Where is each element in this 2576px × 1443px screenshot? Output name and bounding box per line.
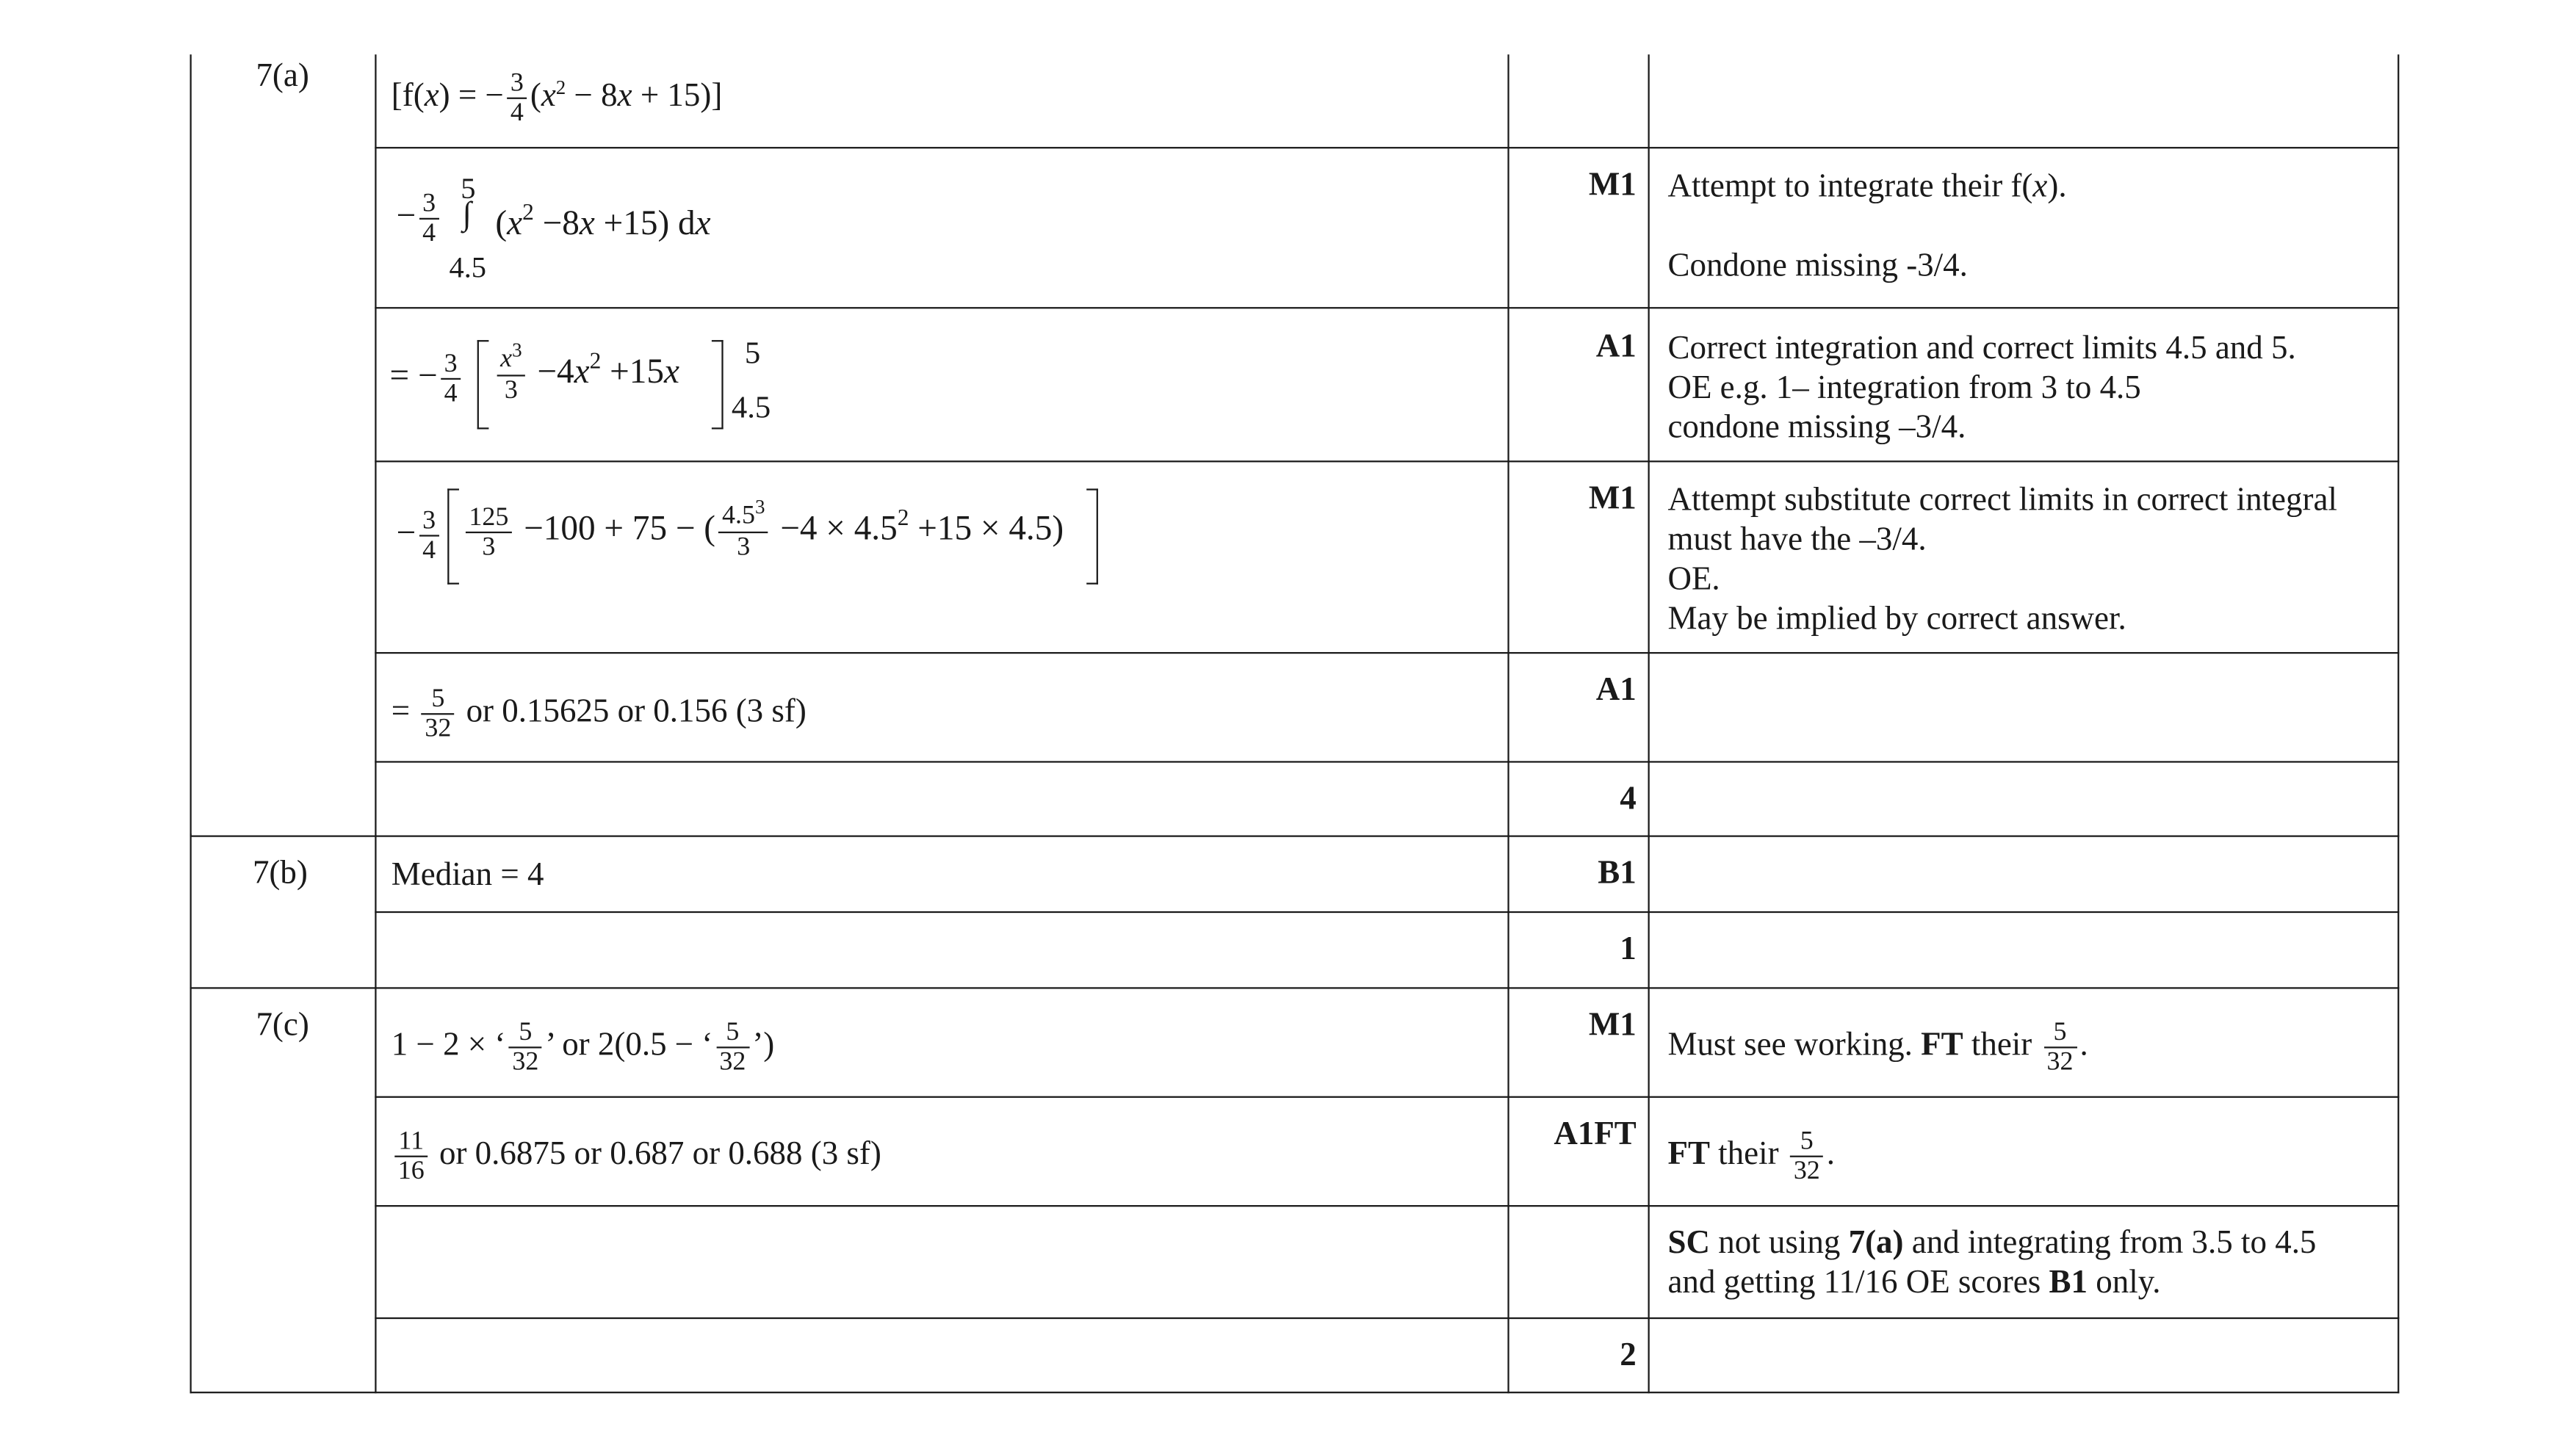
mark-a1: A1 [1595,671,1637,709]
table-border-right [2398,54,2400,1393]
row-divider [375,1205,2399,1207]
left-bracket [447,488,459,584]
row-divider [375,1096,2399,1099]
mark-a1: A1 [1595,328,1637,365]
integral-lower-limit: 4.5 [449,250,487,284]
question-label-7a: 7(a) [256,57,309,95]
substitution-expression: − $\frac{3}{4}$ [397,507,443,565]
lower-limit: 4.5 [731,391,771,426]
question-divider [190,835,2400,837]
mark-m1: M1 [1588,480,1637,517]
right-bracket [712,340,724,429]
left-bracket [477,340,489,429]
table-border-left [190,833,192,1393]
guidance-line: OE e.g. 1– integration from 3 to 4.5 [1667,369,2141,407]
answer-working: 1 − 2 × ‘ $\frac{5}{32}$ ’ or 2(0.5 − ‘ $\frac{5}{32}$ ’) [391,1019,775,1077]
answer-f-of-x: [f(x) = − $\frac{3}{4}$ $(x^2 - 8x + 15)$] [391,69,723,128]
table-border-left-top [190,54,192,835]
question-divider [190,987,2400,989]
guidance-line: condone missing –3/4. [1667,409,1966,446]
answer-value: = $\frac{5}{32}$ or 0.15625 or 0.156 (3 sf) [391,684,807,743]
guidance-line: SC not using 7(a) and integrating from 3.5 to 4.5 [1667,1225,2317,1262]
guidance-line: must have the –3/4. [1667,521,1927,558]
column-divider-guidance [1648,54,1650,1393]
guidance-line: Attempt substitute correct limits in correct integral [1667,482,2337,518]
integral-expression: − $\frac{3}{4}$ [397,190,443,248]
guidance-line: OE. [1667,561,1720,598]
row-divider [375,307,2399,309]
question-label-7c: 7(c) [256,1007,309,1044]
mark-a1ft: A1FT [1554,1115,1637,1153]
column-divider-marks [1507,54,1509,1393]
question-label-7b: 7(b) [252,855,308,892]
guidance-line: Correct integration and correct limits 4.5 and 5. [1667,330,2296,367]
bracket-content: $\frac{125}{3}$ −100 + 75 − ( $\frac{4.5^3}{3}$ $-4 \times 4.5^2 +15 \times 4.5$) [462,502,1064,561]
integrand: $(x^2 -8x +15)$ dx [495,201,711,243]
mark-m1: M1 [1588,1007,1637,1044]
row-divider [375,761,2399,763]
column-divider-answer [375,54,377,1393]
total-marks: 2 [1620,1337,1637,1374]
row-divider [375,147,2399,149]
integral-sign: ∫ [462,196,472,233]
row-divider [375,1317,2399,1320]
integral-upper-limit: 5 [461,171,476,205]
upper-limit: 5 [744,336,761,372]
integrated-expression: = − $\frac{3}{4}$ [390,350,464,408]
guidance-line: Condone missing -3/4. [1667,247,1968,284]
total-marks: 1 [1620,930,1637,968]
guidance-line: May be implied by correct answer. [1667,601,2126,637]
answer-value: $\frac{11}{16}$ or 0.6875 or 0.687 or 0.688 (3 sf) [392,1127,881,1185]
total-marks: 4 [1620,781,1637,817]
row-divider [375,911,2399,914]
mark-m1: M1 [1588,167,1637,203]
bracket-content: $\frac{x^3}{3}$ $-4x^2 +15x$ [494,345,679,405]
mark-b1: B1 [1598,855,1637,892]
answer-median: Median = 4 [391,856,544,894]
fraction: $\frac{3}{4}$ [507,69,527,127]
guidance-line: Attempt to integrate their f(x). [1667,168,2067,205]
row-divider [375,652,2399,654]
right-bracket [1086,488,1098,584]
guidance-line: and getting 11/16 OE scores B1 only. [1667,1264,2161,1301]
table-border-bottom [190,1392,2400,1394]
row-divider [375,460,2399,463]
guidance-line: FT their $\frac{5}{32}$ . [1667,1127,1836,1186]
guidance-line: Must see working. FT their $\frac{5}{32}$ . [1667,1019,2088,1077]
